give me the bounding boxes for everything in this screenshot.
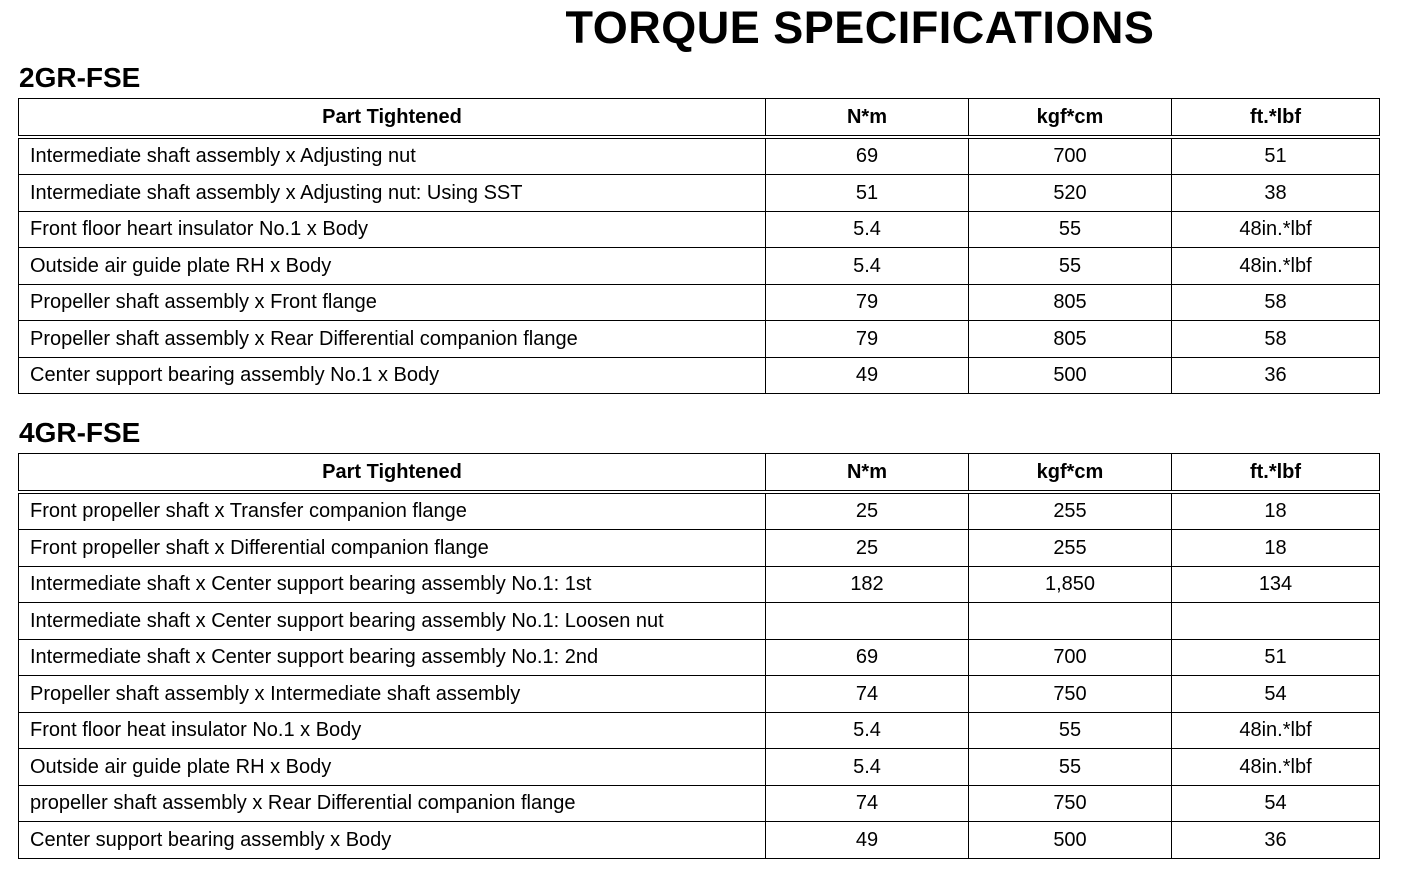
cell-nm: 79 (766, 321, 969, 358)
cell-part-tightened: Intermediate shaft assembly x Adjusting nut: Using SST (19, 175, 766, 212)
table-row (19, 284, 1380, 321)
cell-part-tightened: Intermediate shaft x Center support bearing assembly No.1: 2nd (19, 639, 766, 676)
cell-kgf-cm: 520 (969, 175, 1172, 212)
cell-nm: 51 (766, 175, 969, 212)
cell-kgf-cm: 255 (969, 530, 1172, 567)
cell-ft-lbf (1172, 603, 1380, 640)
table-row (19, 211, 1380, 248)
cell-nm: 74 (766, 676, 969, 713)
cell-kgf-cm: 700 (969, 137, 1172, 175)
table-row (19, 248, 1380, 285)
header-ft-lbf: ft.*lbf (1172, 454, 1380, 492)
table-row (19, 137, 1380, 175)
header-part-tightened: Part Tightened (19, 99, 766, 137)
cell-ft-lbf: 58 (1172, 321, 1380, 358)
cell-ft-lbf: 48in.*lbf (1172, 712, 1380, 749)
cell-kgf-cm: 55 (969, 211, 1172, 248)
table-header-row (19, 454, 1380, 492)
table-row (19, 492, 1380, 530)
cell-ft-lbf: 18 (1172, 530, 1380, 567)
cell-part-tightened: Intermediate shaft assembly x Adjusting nut (19, 137, 766, 175)
cell-nm: 25 (766, 530, 969, 567)
cell-kgf-cm: 1,850 (969, 566, 1172, 603)
cell-kgf-cm (969, 603, 1172, 640)
cell-kgf-cm: 805 (969, 284, 1172, 321)
header-ft-lbf: ft.*lbf (1172, 99, 1380, 137)
cell-nm: 5.4 (766, 712, 969, 749)
table-row (19, 603, 1380, 640)
torque-table-2gr-fse (18, 98, 1380, 394)
header-nm: N*m (766, 99, 969, 137)
cell-nm: 79 (766, 284, 969, 321)
cell-part-tightened: Front floor heat insulator No.1 x Body (19, 712, 766, 749)
cell-part-tightened: Propeller shaft assembly x Rear Differential companion flange (19, 321, 766, 358)
cell-nm: 49 (766, 357, 969, 394)
cell-ft-lbf: 36 (1172, 357, 1380, 394)
table-row (19, 639, 1380, 676)
cell-ft-lbf: 51 (1172, 639, 1380, 676)
cell-ft-lbf: 36 (1172, 822, 1380, 859)
cell-kgf-cm: 700 (969, 639, 1172, 676)
cell-ft-lbf: 48in.*lbf (1172, 749, 1380, 786)
cell-nm: 49 (766, 822, 969, 859)
cell-ft-lbf: 48in.*lbf (1172, 211, 1380, 248)
cell-ft-lbf: 54 (1172, 676, 1380, 713)
cell-ft-lbf: 51 (1172, 137, 1380, 175)
cell-ft-lbf: 134 (1172, 566, 1380, 603)
cell-nm: 69 (766, 137, 969, 175)
page-title: TORQUE SPECIFICATIONS (565, 2, 1155, 53)
cell-kgf-cm: 255 (969, 492, 1172, 530)
cell-ft-lbf: 54 (1172, 785, 1380, 822)
cell-part-tightened: Propeller shaft assembly x Intermediate shaft assembly (19, 676, 766, 713)
cell-part-tightened: Front propeller shaft x Transfer companion flange (19, 492, 766, 530)
table-row (19, 676, 1380, 713)
cell-kgf-cm: 805 (969, 321, 1172, 358)
header-kgf-cm: kgf*cm (969, 99, 1172, 137)
table-row (19, 321, 1380, 358)
cell-kgf-cm: 55 (969, 712, 1172, 749)
table-row (19, 357, 1380, 394)
cell-nm: 69 (766, 639, 969, 676)
cell-kgf-cm: 750 (969, 676, 1172, 713)
cell-part-tightened: Intermediate shaft x Center support bearing assembly No.1: Loosen nut (19, 603, 766, 640)
table-row (19, 749, 1380, 786)
cell-nm: 5.4 (766, 749, 969, 786)
cell-kgf-cm: 750 (969, 785, 1172, 822)
cell-ft-lbf: 38 (1172, 175, 1380, 212)
section-title-4gr-fse: 4GR-FSE (19, 417, 141, 448)
cell-nm: 5.4 (766, 211, 969, 248)
table-row (19, 566, 1380, 603)
table-row (19, 530, 1380, 567)
cell-nm: 74 (766, 785, 969, 822)
cell-part-tightened: Outside air guide plate RH x Body (19, 749, 766, 786)
cell-nm: 182 (766, 566, 969, 603)
cell-nm: 25 (766, 492, 969, 530)
header-part-tightened: Part Tightened (19, 454, 766, 492)
header-kgf-cm: kgf*cm (969, 454, 1172, 492)
table-row (19, 175, 1380, 212)
table-row (19, 785, 1380, 822)
header-nm: N*m (766, 454, 969, 492)
cell-part-tightened: Propeller shaft assembly x Front flange (19, 284, 766, 321)
cell-kgf-cm: 500 (969, 822, 1172, 859)
cell-kgf-cm: 55 (969, 749, 1172, 786)
torque-table-4gr-fse (18, 453, 1380, 859)
cell-part-tightened: Front floor heart insulator No.1 x Body (19, 211, 766, 248)
cell-part-tightened: propeller shaft assembly x Rear Differential companion flange (19, 785, 766, 822)
section-title-2gr-fse: 2GR-FSE (19, 62, 141, 93)
cell-kgf-cm: 500 (969, 357, 1172, 394)
cell-part-tightened: Center support bearing assembly x Body (19, 822, 766, 859)
cell-part-tightened: Center support bearing assembly No.1 x Body (19, 357, 766, 394)
cell-kgf-cm: 55 (969, 248, 1172, 285)
cell-part-tightened: Front propeller shaft x Differential companion flange (19, 530, 766, 567)
table-row (19, 712, 1380, 749)
cell-ft-lbf: 18 (1172, 492, 1380, 530)
cell-nm (766, 603, 969, 640)
table-header-row (19, 99, 1380, 137)
cell-ft-lbf: 48in.*lbf (1172, 248, 1380, 285)
cell-part-tightened: Intermediate shaft x Center support bearing assembly No.1: 1st (19, 566, 766, 603)
table-row (19, 822, 1380, 859)
cell-ft-lbf: 58 (1172, 284, 1380, 321)
cell-nm: 5.4 (766, 248, 969, 285)
cell-part-tightened: Outside air guide plate RH x Body (19, 248, 766, 285)
